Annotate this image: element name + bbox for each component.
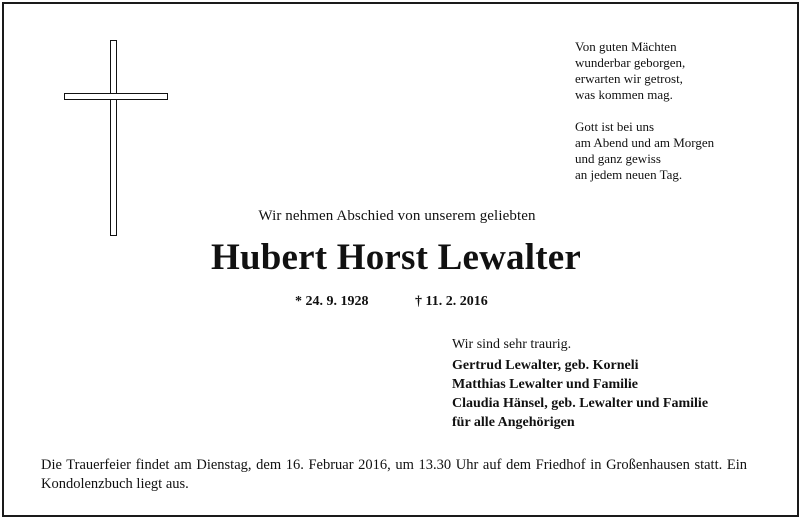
mourning-statement: Wir sind sehr traurig. (452, 337, 572, 352)
mourner-name: Gertrud Lewalter, geb. Korneli (452, 358, 639, 373)
poem-line: was kommen mag. (575, 87, 673, 102)
birth-date: * 24. 9. 1928 (295, 294, 369, 309)
intro-line: Wir nehmen Abschied von unserem geliebten (258, 208, 536, 224)
mourners-block (452, 335, 708, 432)
poem-line: am Abend und am Morgen (575, 135, 715, 150)
mourner-name: Matthias Lewalter und Familie (452, 377, 639, 392)
poem-line: und ganz gewiss (575, 151, 661, 166)
poem-line: wunderbar geborgen, (575, 55, 686, 70)
mourner-name: Claudia Hänsel, geb. Lewalter und Familie (452, 396, 709, 411)
funeral-notice: Die Trauerfeier findet am Dienstag, dem 16. Februar 2016, um 13.30 Uhr auf dem Friedhof in Großenhausen statt. Ein Kondolenzbuch liegt aus. (41, 457, 747, 492)
poem-line: Gott ist bei uns (575, 119, 655, 134)
intro-line-wrapper (4, 208, 788, 225)
poem-line: erwarten wir getrost, (575, 71, 683, 86)
deceased-name: Hubert Horst Lewalter (211, 237, 581, 278)
poem-line: Von guten Mächten (575, 39, 677, 54)
poem (575, 39, 714, 183)
poem-line: an jedem neuen Tag. (575, 167, 683, 182)
mourner-name: für alle Angehörigen (452, 415, 575, 430)
cross-icon (64, 40, 168, 236)
obituary-notice (2, 2, 799, 517)
death-date: † 11. 2. 2016 (415, 294, 488, 309)
